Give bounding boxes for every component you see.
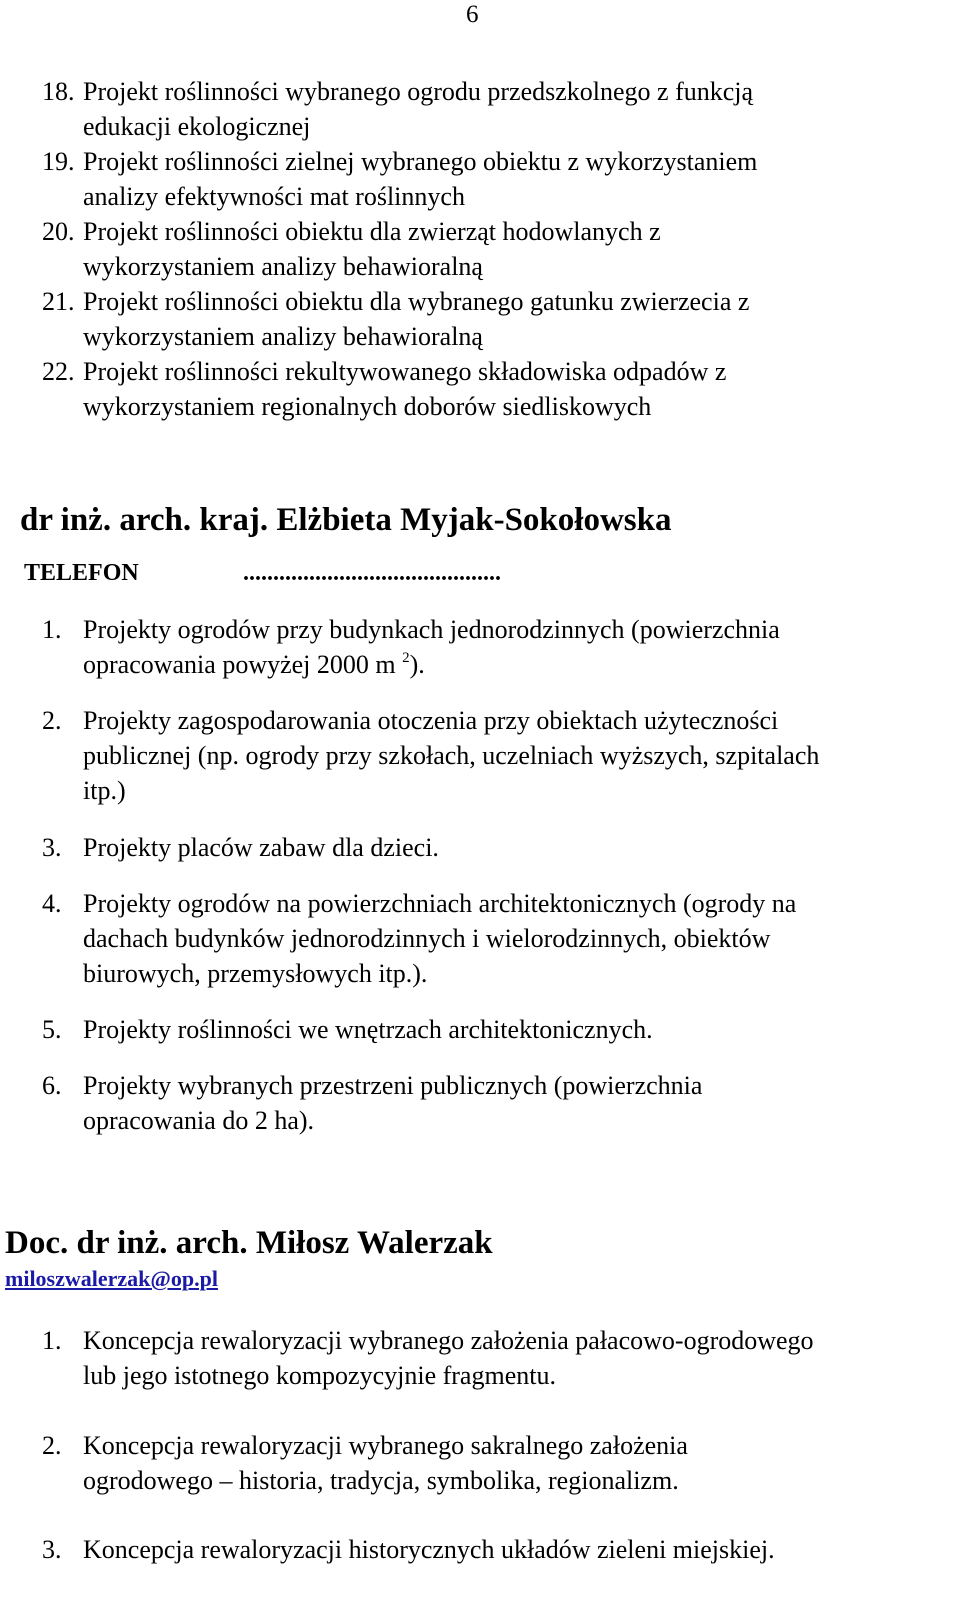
list-text: Projekty wybranych przestrzeni publicznych (powierzchnia xyxy=(83,1071,703,1100)
list-text: lub jego istotnego kompozycyjnie fragmentu. xyxy=(83,1361,556,1390)
list-number: 3. xyxy=(42,833,62,862)
list-text: dachach budynków jednorodzinnych i wielorodzinnych, obiektów xyxy=(83,924,771,953)
list-text: wykorzystaniem analizy behawioralną xyxy=(83,322,483,351)
list-text: publicznej (np. ogrody przy szkołach, uczelniach wyższych, szpitalach xyxy=(83,741,820,770)
list-number: 19. xyxy=(42,147,75,176)
list-number: 4. xyxy=(42,889,62,918)
list-number: 22. xyxy=(42,357,75,386)
list-text: opracowania do 2 ha). xyxy=(83,1106,315,1135)
superscript: 2 xyxy=(402,650,410,666)
list-text: Koncepcja rewaloryzacji historycznych układów zieleni miejskiej. xyxy=(83,1535,775,1564)
list-text xyxy=(83,647,425,682)
email-link[interactable]: miloszwalerzak@op.pl xyxy=(5,1266,218,1291)
telefon-value: ........................................... xyxy=(243,560,501,586)
list-text-part: opracowania powyżej 2000 m xyxy=(83,650,403,679)
list-text: Projekty zagospodarowania otoczenia przy obiektach użyteczności xyxy=(83,706,779,735)
section-heading-walerzak: Doc. dr inż. arch. Miłosz Walerzak xyxy=(5,1225,493,1261)
list-text: Projekt roślinności obiektu dla zwierząt hodowlanych z xyxy=(83,217,661,246)
list-number: 2. xyxy=(42,1431,62,1460)
list-text: Projekty roślinności we wnętrzach architektonicznych. xyxy=(83,1015,653,1044)
list-text: Koncepcja rewaloryzacji wybranego założenia pałacowo-ogrodowego xyxy=(83,1326,814,1355)
list-number: 2. xyxy=(42,706,62,735)
list-text: Projekty ogrodów przy budynkach jednorodzinnych (powierzchnia xyxy=(83,615,780,644)
list-number: 6. xyxy=(42,1071,62,1100)
list-number: 3. xyxy=(42,1535,62,1564)
list-text: biurowych, przemysłowych itp.). xyxy=(83,959,428,988)
list-number: 1. xyxy=(42,615,62,644)
list-text: edukacji ekologicznej xyxy=(83,112,311,141)
list-number: 5. xyxy=(42,1015,62,1044)
list-text: Projekt roślinności obiektu dla wybranego gatunku zwierzecia z xyxy=(83,287,750,316)
page-number: 6 xyxy=(466,1,479,28)
list-text: wykorzystaniem analizy behawioralną xyxy=(83,252,483,281)
list-number: 20. xyxy=(42,217,75,246)
list-text: Projekty ogrodów na powierzchniach architektonicznych (ogrody na xyxy=(83,889,797,918)
section-heading-sokolowska: dr inż. arch. kraj. Elżbieta Myjak-Sokołowska xyxy=(20,502,672,538)
list-number: 1. xyxy=(42,1326,62,1355)
list-text: analizy efektywności mat roślinnych xyxy=(83,182,465,211)
list-text: Projekt roślinności rekultywowanego składowiska odpadów z xyxy=(83,357,727,386)
list-text: Koncepcja rewaloryzacji wybranego sakralnego założenia xyxy=(83,1431,688,1460)
telefon-label: TELEFON xyxy=(24,560,139,586)
list-number: 21. xyxy=(42,287,75,316)
list-text: itp.) xyxy=(83,776,126,805)
list-text-part: ). xyxy=(409,650,425,679)
list-number: 18. xyxy=(42,77,75,106)
list-text: ogrodowego – historia, tradycja, symbolika, regionalizm. xyxy=(83,1466,679,1495)
list-text: wykorzystaniem regionalnych doborów siedliskowych xyxy=(83,392,652,421)
list-text: Projekty placów zabaw dla dzieci. xyxy=(83,833,439,862)
list-text: Projekt roślinności zielnej wybranego obiektu z wykorzystaniem xyxy=(83,147,758,176)
list-text: Projekt roślinności wybranego ogrodu przedszkolnego z funkcją xyxy=(83,77,754,106)
